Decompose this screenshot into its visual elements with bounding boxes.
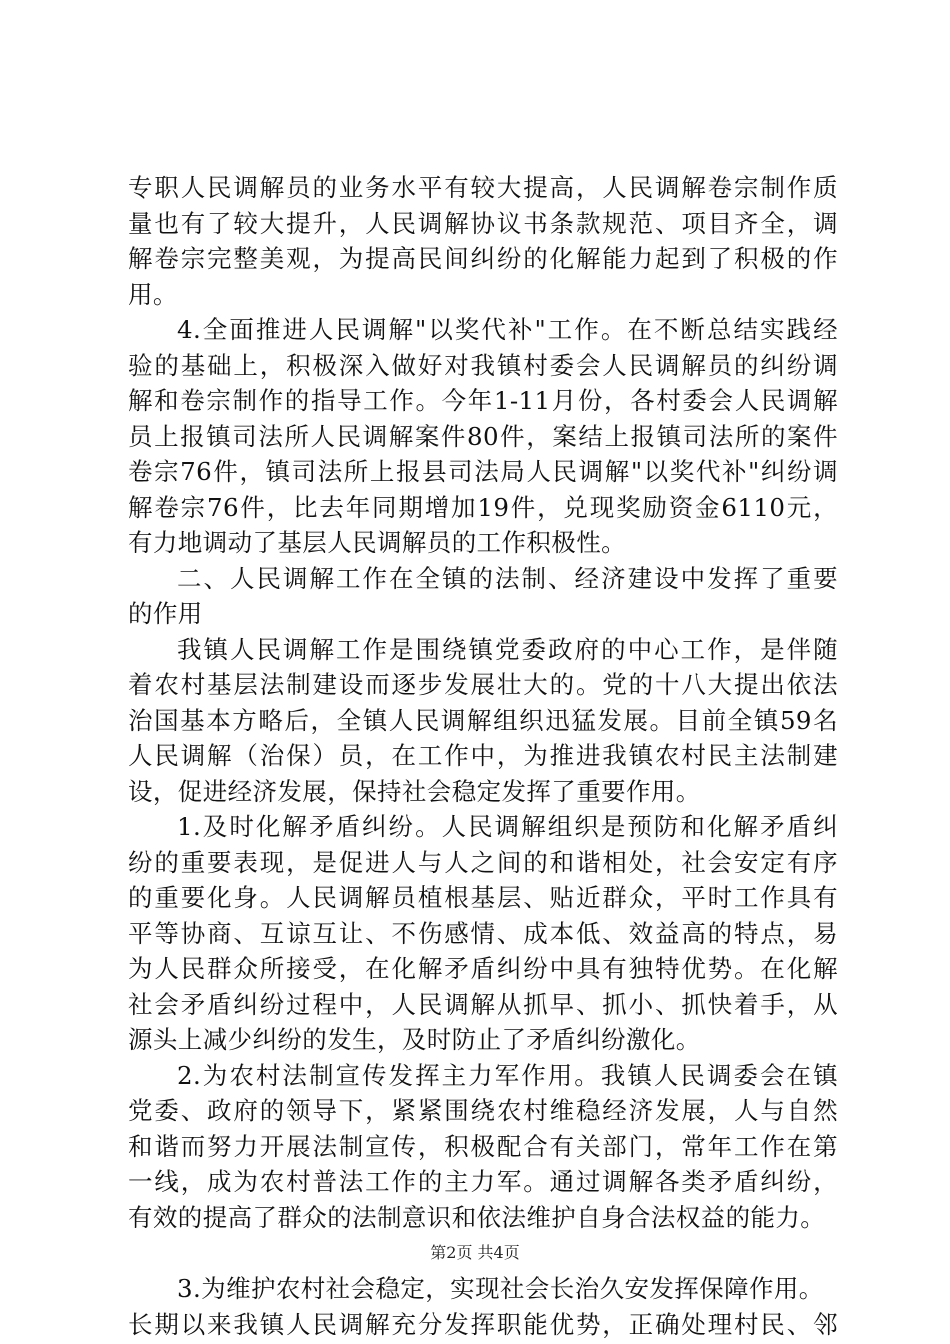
text-line: 1.及时化解矛盾纠纷。人民调解组织是预防和化解矛盾纠 bbox=[177, 812, 838, 841]
text-line: 解卷宗76件，比去年同期增加19件，兑现奖励资金6110元， bbox=[128, 492, 838, 522]
text-line: 一线，成为农村普法工作的主力军。通过调解各类矛盾纠纷， bbox=[128, 1167, 838, 1196]
text-line: 有力地调动了基层人民调解员的工作积极性。 bbox=[128, 528, 626, 557]
text-line: 为人民群众所接受，在化解矛盾纠纷中具有独特优势。在化解 bbox=[128, 954, 838, 983]
page-number-footer: 第2页 共4页 bbox=[430, 1243, 520, 1262]
section-heading-line: 的作用 bbox=[128, 599, 203, 628]
text-line: 和谐而努力开展法制宣传，积极配合有关部门，常年工作在第 bbox=[128, 1131, 838, 1161]
text-line: 纷的重要表现，是促进人与人之间的和谐相处，社会安定有序 bbox=[128, 847, 838, 877]
text-line: 源头上减少纠纷的发生，及时防止了矛盾纠纷激化。 bbox=[128, 1025, 701, 1054]
text-line: 有效的提高了群众的法制意识和依法维护自身合法权益的能力。 bbox=[128, 1202, 826, 1232]
text-line: 着农村基层法制建设而逐步发展壮大的。党的十八大提出依法 bbox=[128, 670, 838, 699]
text-line: 解和卷宗制作的指导工作。今年1-11月份，各村委会人民调解 bbox=[128, 386, 838, 415]
text-line: 解卷宗完整美观，为提高民间纠纷的化解能力起到了积极的作 bbox=[128, 244, 838, 273]
text-line: 量也有了较大提升，人民调解协议书条款规范、项目齐全，调 bbox=[128, 208, 838, 238]
text-line: 平等协商、互谅互让、不伤感情、成本低、效益高的特点，易 bbox=[128, 918, 838, 948]
text-line: 2.为农村法制宣传发挥主力军作用。我镇人民调委会在镇 bbox=[177, 1060, 838, 1090]
body-text bbox=[128, 170, 838, 1342]
text-line: 党委、政府的领导下，紧紧围绕农村维稳经济发展，人与自然 bbox=[128, 1096, 838, 1125]
text-line: 验的基础上，积极深入做好对我镇村委会人民调解员的纠纷调 bbox=[128, 350, 838, 380]
section-heading-line: 二、人民调解工作在全镇的法制、经济建设中发挥了重要 bbox=[177, 563, 838, 593]
text-line: 人民调解（治保）员，在工作中，为推进我镇农村民主法制建 bbox=[128, 741, 838, 770]
text-line: 用。 bbox=[128, 279, 178, 309]
text-line: 员上报镇司法所人民调解案件80件，案结上报镇司法所的案件 bbox=[128, 421, 838, 451]
text-line: 长期以来我镇人民调解充分发挥职能优势，正确处理村民、邻 bbox=[128, 1309, 838, 1339]
text-line: 我镇人民调解工作是围绕镇党委政府的中心工作，是伴随 bbox=[177, 634, 838, 664]
text-line: 治国基本方略后，全镇人民调解组织迅猛发展。目前全镇59名 bbox=[128, 705, 838, 735]
text-line: 社会矛盾纠纷过程中，人民调解从抓早、抓小、抓快着手，从 bbox=[128, 989, 838, 1019]
text-line: 4.全面推进人民调解"以奖代补"工作。在不断总结实践经 bbox=[177, 315, 838, 344]
text-line: 卷宗76件，镇司法所上报县司法局人民调解"以奖代补"纠纷调 bbox=[128, 457, 838, 486]
text-line: 的重要化身。人民调解员植根基层、贴近群众，平时工作具有 bbox=[128, 883, 838, 912]
text-line: 专职人民调解员的业务水平有较大提高，人民调解卷宗制作质 bbox=[128, 173, 838, 202]
text-line: 设，促进经济发展，保持社会稳定发挥了重要作用。 bbox=[128, 776, 701, 806]
text-line: 3.为维护农村社会稳定，实现社会长治久安发挥保障作用。 bbox=[177, 1274, 824, 1303]
